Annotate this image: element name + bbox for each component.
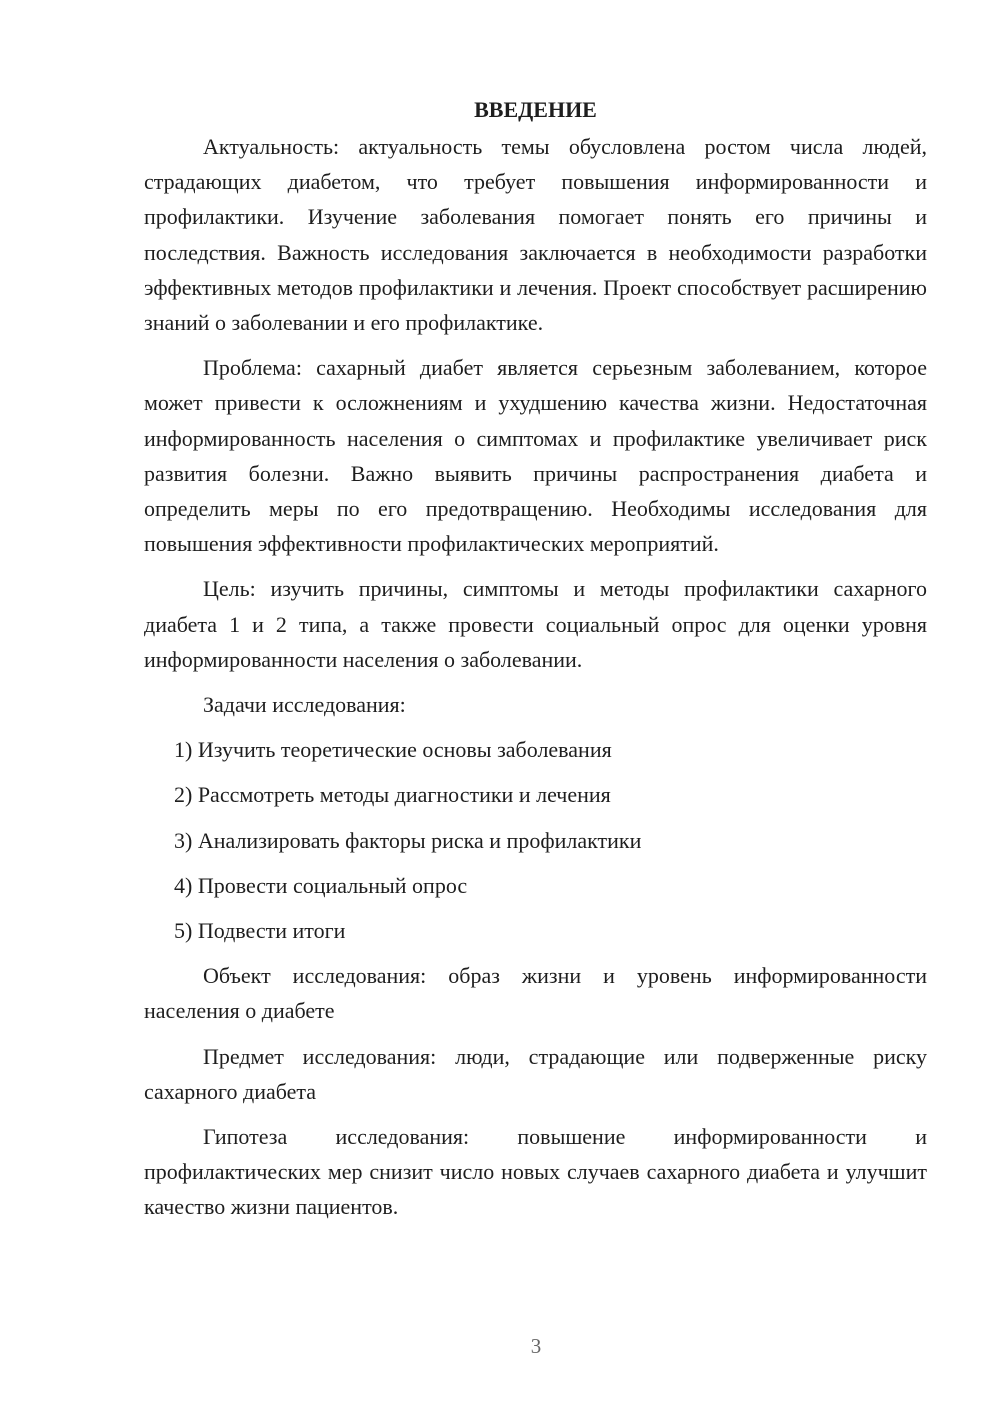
list-item: 3) Анализировать факторы риска и профилактики	[174, 827, 642, 853]
page-number: 3	[530, 1334, 542, 1358]
subject-paragraph: Предмет исследования: люди, страдающие или подверженные риску сахарного диабета	[144, 1043, 927, 1104]
page-content	[144, 92, 927, 1235]
list-item: 5) Подвести итоги	[174, 918, 346, 944]
list-item: 1) Изучить теоретические основы заболевания	[174, 737, 612, 763]
list-item: 4) Провести социальный опрос	[174, 872, 468, 898]
object-paragraph: Объект исследования: образ жизни и уровень информированности населения о диабете	[144, 963, 927, 1024]
tasks-list	[144, 732, 927, 948]
relevance-paragraph: Актуальность: актуальность темы обусловлена ростом числа людей, страдающих диабетом, что требует повышения информированности и профилактики. Изучение заболевания помогает понять его причины и последствия. Важность исследования заключается в необходимости разработки эффективных методов профилактики и лечения. Проект способствует расширению знаний о заболевании и его профилактике.	[144, 134, 927, 336]
problem-paragraph: Проблема: сахарный диабет является серьезным заболеванием, которое может привести к осложнениям и ухудшению качества жизни. Недостаточная информированность населения о симптомах и профилактике увеличивает риск развития болезни. Важно выявить причины распространения диабета и определить меры по его предотвращению. Необходимы исследования для повышения эффективности профилактических мероприятий.	[144, 355, 927, 557]
goal-paragraph: Цель: изучить причины, симптомы и методы профилактики сахарного диабета 1 и 2 типа, а также провести социальный опрос для оценки уровня информированности населения о заболевании.	[144, 576, 927, 672]
section-heading: ВВЕДЕНИЕ	[474, 97, 597, 122]
tasks-heading: Задачи исследования:	[203, 692, 406, 718]
hypothesis-paragraph: Гипотеза исследования: повышение информированности и профилактических мер снизит число новых случаев сахарного диабета и улучшит качество жизни пациентов.	[144, 1124, 927, 1220]
list-item: 2) Рассмотреть методы диагностики и лечения	[174, 782, 611, 808]
